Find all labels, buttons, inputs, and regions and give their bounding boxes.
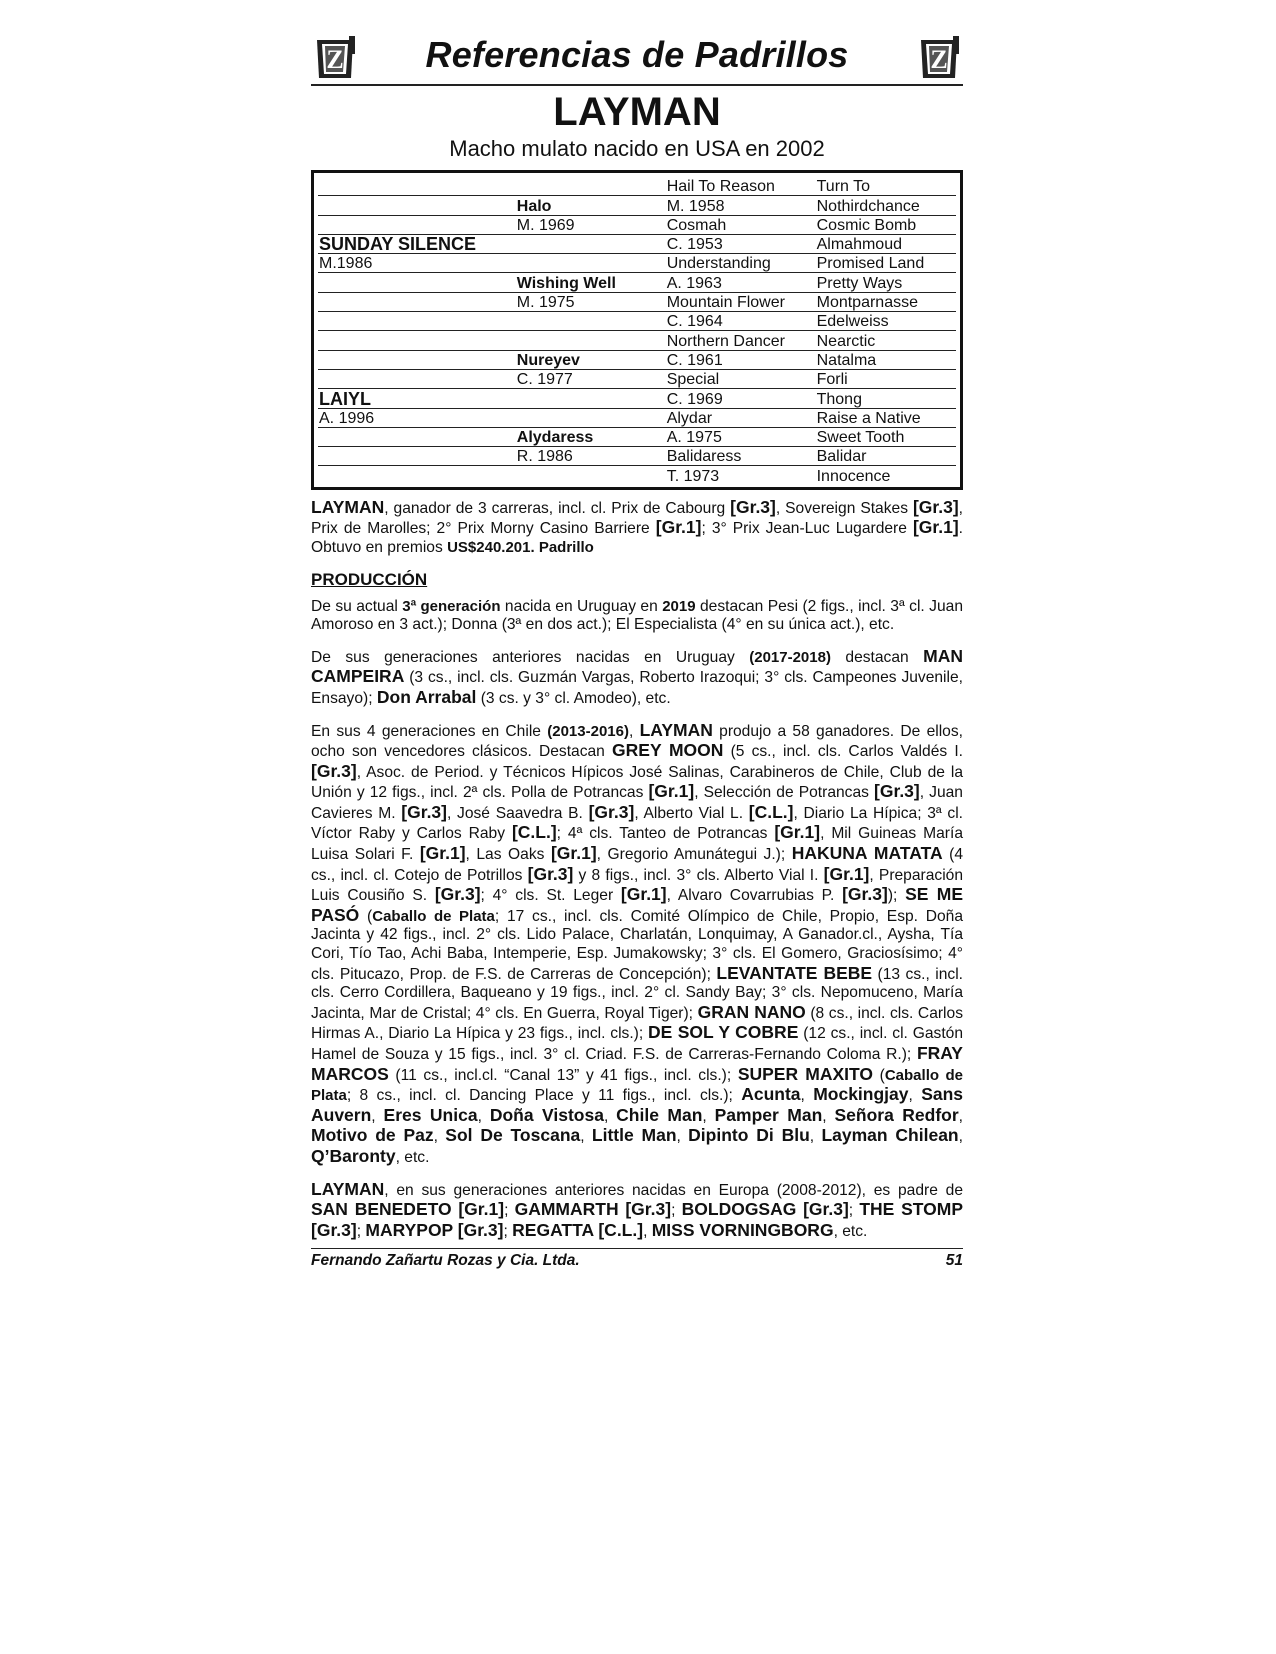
pedigree-cell: SUNDAY SILENCE	[318, 234, 516, 253]
pedigree-cell: M. 1969	[516, 215, 666, 234]
pedigree-cell: Understanding	[666, 254, 816, 273]
pedigree-row	[318, 350, 956, 369]
pedigree-cell	[318, 466, 516, 485]
pedigree-cell	[318, 447, 516, 466]
pedigree-cell	[318, 369, 516, 388]
page-title: Referencias de Padrillos	[425, 34, 849, 75]
europe-paragraph: LAYMAN, en sus generaciones anteriores nacidas en Europa (2008-2012), es padre de SAN BENEDETO [Gr.1]; GAMMARTH [Gr.3]; BOLDOGSAG [Gr.3]; THE STOMP [Gr.3]; MARYPOP [Gr.3]; REGATTA [C.L.], MISS VORNINGBORG, etc.	[311, 1178, 963, 1240]
production-heading: PRODUCCIÓN	[311, 569, 428, 589]
horse-subtitle: Macho mulato nacido en USA en 2002	[449, 136, 825, 161]
pedigree-row	[318, 177, 956, 196]
pedigree-cell: Balidaress	[666, 447, 816, 466]
pedigree-cell: Raise a Native	[816, 408, 956, 427]
pedigree-cell: Montparnasse	[816, 292, 956, 311]
svg-text:Z: Z	[326, 45, 344, 74]
pedigree-cell: C. 1961	[666, 350, 816, 369]
pedigree-cell: A. 1963	[666, 273, 816, 292]
pedigree-cell	[516, 312, 666, 331]
race-record: LAYMAN, ganador de 3 carreras, incl. cl. Prix de Cabourg [Gr.3], Sovereign Stakes [Gr.3], Prix de Marolles; 2° Prix Morny Casino Barriere [Gr.1]; 3° Prix Jean-Luc Lugardere [Gr.1]. Obtuvo en premios US$240.201. Padrillo	[311, 496, 963, 556]
page-footer	[311, 1248, 963, 1270]
pedigree-cell: A. 1996	[318, 408, 516, 427]
page-header	[311, 32, 963, 86]
pedigree-row	[318, 273, 956, 292]
pedigree-cell: M. 1958	[666, 196, 816, 215]
pedigree-row	[318, 215, 956, 234]
pedigree-cell: C. 1977	[516, 369, 666, 388]
pedigree-row	[318, 408, 956, 427]
pedigree-cell: Turn To	[816, 177, 956, 196]
pedigree-cell: Promised Land	[816, 254, 956, 273]
pedigree-cell: Nearctic	[816, 331, 956, 350]
pedigree-cell: C. 1969	[666, 389, 816, 408]
pedigree-cell	[318, 427, 516, 446]
pedigree-cell: Alydar	[666, 408, 816, 427]
pedigree-cell: Almahmoud	[816, 234, 956, 253]
pedigree-row	[318, 389, 956, 408]
pedigree-cell: Nothirdchance	[816, 196, 956, 215]
pedigree-row	[318, 466, 956, 485]
pedigree-table	[311, 170, 963, 490]
pedigree-cell	[516, 466, 666, 485]
svg-text:Z: Z	[930, 45, 948, 74]
z-logo-icon	[917, 34, 961, 82]
pedigree-cell	[516, 234, 666, 253]
pedigree-cell: Forli	[816, 369, 956, 388]
pedigree-cell: C. 1964	[666, 312, 816, 331]
pedigree-cell: C. 1953	[666, 234, 816, 253]
page-number: 51	[945, 1252, 963, 1269]
pedigree-cell	[516, 254, 666, 273]
pedigree-cell	[516, 389, 666, 408]
pedigree-row	[318, 196, 956, 215]
pedigree-cell: Innocence	[816, 467, 891, 485]
pedigree-cell: R. 1986	[516, 447, 666, 466]
pedigree-cell: M. 1975	[516, 292, 666, 311]
footer-company: Fernando Zañartu Rozas y Cia. Ltda.	[311, 1252, 580, 1269]
pedigree-row	[318, 234, 956, 253]
pedigree-cell	[318, 215, 516, 234]
pedigree-cell: Cosmah	[666, 215, 816, 234]
pedigree-row	[318, 369, 956, 388]
pedigree-cell: Cosmic Bomb	[816, 215, 956, 234]
pedigree-cell	[318, 273, 516, 292]
pedigree-cell: A. 1975	[666, 427, 816, 446]
horse-name: LAYMAN	[553, 90, 721, 134]
document-page	[311, 32, 963, 1241]
generation-3-paragraph: De su actual 3ª generación nacida en Uruguay en 2019 destacan Pesi (2 figs., incl. 3ª cl. Juan Amoroso en 3 act.); Donna (3ª en dos act.); El Especialista (4° en su única act.), etc.	[311, 597, 963, 634]
pedigree-cell: Pretty Ways	[816, 273, 956, 292]
pedigree-row	[318, 447, 956, 466]
pedigree-cell: LAIYL	[318, 389, 516, 408]
pedigree-cell	[318, 350, 516, 369]
pedigree-cell: Wishing Well	[516, 273, 666, 292]
pedigree-cell	[318, 331, 516, 350]
pedigree-row	[318, 427, 956, 446]
pedigree-cell: Alydaress	[516, 427, 666, 446]
pedigree-cell	[318, 196, 516, 215]
pedigree-cell: Special	[666, 369, 816, 388]
pedigree-cell: Nureyev	[516, 350, 666, 369]
pedigree-row	[318, 312, 956, 331]
pedigree-cell: Mountain Flower	[666, 292, 816, 311]
pedigree-cell	[516, 177, 666, 196]
pedigree-row	[318, 254, 956, 273]
pedigree-cell: T. 1973	[666, 467, 720, 485]
pedigree-row	[318, 292, 956, 311]
pedigree-cell: M.1986	[318, 254, 516, 273]
pedigree-cell: Edelweiss	[816, 312, 956, 331]
pedigree-cell: Halo	[516, 196, 666, 215]
pedigree-cell: Hail To Reason	[666, 177, 816, 196]
pedigree-cell: Balidar	[816, 447, 956, 466]
uruguay-paragraph: De sus generaciones anteriores nacidas en Uruguay (2017-2018) destacan MAN CAMPEIRA (3 cs., incl. cls. Guzmán Vargas, Roberto Irazoqui; 3° cls. Campeones Juvenile, Ensayo); Don Arrabal (3 cs. y 3° cl. Amodeo), etc.	[311, 645, 963, 707]
pedigree-cell	[516, 331, 666, 350]
pedigree-cell: Thong	[816, 389, 956, 408]
pedigree-cell	[318, 177, 516, 196]
pedigree-cell: Northern Dancer	[666, 331, 816, 350]
pedigree-cell: Natalma	[816, 350, 956, 369]
pedigree-cell: Sweet Tooth	[816, 427, 956, 446]
pedigree-cell	[318, 292, 516, 311]
pedigree-cell	[318, 312, 516, 331]
chile-paragraph: En sus 4 generaciones en Chile (2013-2016), LAYMAN produjo a 58 ganadores. De ellos, ocho son vencedores clásicos. Destacan GREY MOON (5 cs., incl. cls. Carlos Valdés I. [Gr.3], Asoc. de Period. y Técnicos Hípicos José Salinas, Carabineros de Chile, Club de la Unión y 12 figs., incl. 2ª cls. Polla de Potrancas [Gr.1], Selección de Potrancas [Gr.3], Juan Cavieres M. [Gr.3], José Saavedra B. [Gr.3], Alberto Vial L. [C.L.], Diario La Hípica; 3ª cl. Víctor Raby y Carlos Raby [C.L.]; 4ª cls. Tanteo de Potrancas [Gr.1], Mil Guineas María Luisa Solari F. [Gr.1], Las Oaks [Gr.1], Gregorio Amunátegui J.); HAKUNA MATATA (4 cs., incl. cl. Cotejo de Potrillos [Gr.3] y 8 figs., incl. 3° cls. Alberto Vial I. [Gr.1], Preparación Luis Cousiño S. [Gr.3]; 4° cls. St. Leger [Gr.1], Alvaro Covarrubias P. [Gr.3]); SE ME PASÓ (Caballo de Plata; 17 cs., incl. cls. Comité Olímpico de Chile, Propio, Esp. Doña Jacinta y 42 figs., incl. 2° cls. Lido Palace, Charlatán, Lonquimay, A Ganador.cl., Aysha, Tía Cori, Tío Tao, Achi Baba, Intemperie, Esp. Jumakowsky; 3° cls. El Gomero, Graciosísimo; 4° cls. Pitucazo, Prop. de F.S. de Carreras de Concepción); LEVANTATE BEBE (13 cs., incl. cls. Cerro Cordillera, Baqueano y 19 figs., incl. 2° cl. Sandy Bay; 3° cls. Nepomuceno, María Jacinta, Mar de Cristal; 4° cls. En Guerra, Royal Tiger); GRAN NANO (8 cs., incl. cls. Carlos Hirmas A., Diario La Hípica y 23 figs., incl. cls.); DE SOL Y COBRE (12 cs., incl. cl. Gastón Hamel de Souza y 15 figs., incl. 3° cl. Criad. F.S. de Carreras-Fernando Coloma R.); FRAY MARCOS (11 cs., incl.cl. “Canal 13” y 41 figs., incl. cls.); SUPER MAXITO (Caballo de Plata; 8 cs., incl. cl. Dancing Place y 11 figs., incl. cls.); Acunta, Mockingjay, Sans Auvern, Eres Unica, Doña Vistosa, Chile Man, Pamper Man, Señora Redfor, Motivo de Paz, Sol De Toscana, Little Man, Dipinto Di Blu, Layman Chilean, Q’Baronty, etc.	[311, 719, 964, 1166]
pedigree-row	[318, 331, 956, 350]
pedigree-cell	[516, 408, 666, 427]
